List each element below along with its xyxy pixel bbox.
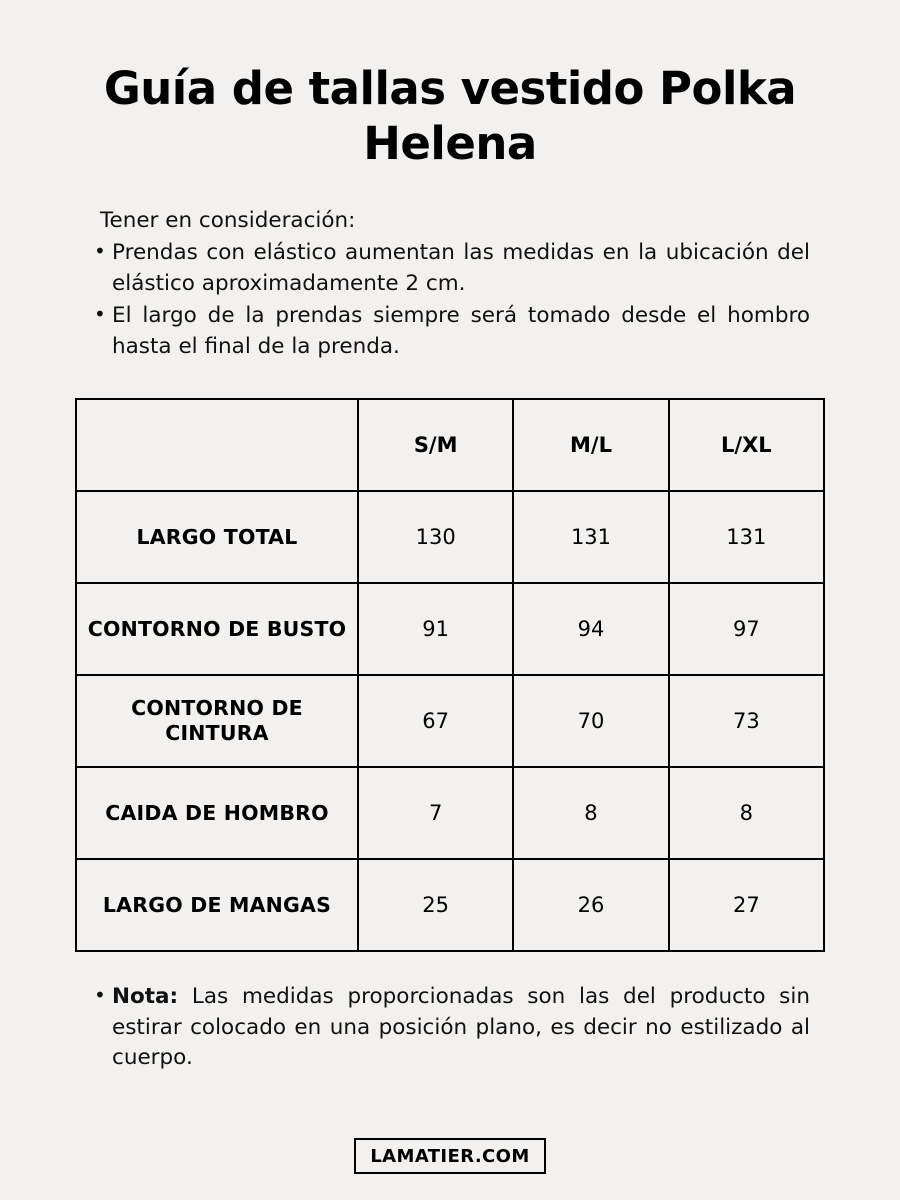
row-value: 130 (358, 491, 513, 583)
footer-note-label: Nota: (112, 984, 179, 1010)
footer-note-section (90, 982, 810, 1074)
table-row (76, 491, 824, 583)
table-corner-cell (76, 399, 358, 491)
row-value: 8 (513, 767, 668, 859)
considerations-list (90, 238, 810, 362)
size-table (75, 398, 825, 952)
column-header-sm: S/M (358, 399, 513, 491)
row-value: 67 (358, 675, 513, 767)
table-header-row (76, 399, 824, 491)
list-item: • El largo de la prendas siempre será tomado desde el hombro hasta el final de la prenda. (90, 301, 810, 362)
row-label: CONTORNO DE BUSTO (76, 583, 358, 675)
list-item: • Prendas con elástico aumentan las medidas en la ubicación del elástico aproximadamente 2 cm. (90, 238, 810, 299)
row-label: LARGO TOTAL (76, 491, 358, 583)
page-title: Guía de tallas vestido Polka Helena (103, 62, 797, 170)
footer-note-list (90, 982, 810, 1074)
list-item (90, 982, 810, 1074)
row-value: 131 (669, 491, 824, 583)
brand-footer (0, 1138, 900, 1174)
row-value: 97 (669, 583, 824, 675)
considerations-section (90, 206, 810, 363)
row-value: 27 (669, 859, 824, 951)
size-table-body (76, 491, 824, 951)
row-value: 91 (358, 583, 513, 675)
row-value: 25 (358, 859, 513, 951)
brand-logo: LAMATIER.COM (354, 1138, 545, 1174)
row-value: 8 (669, 767, 824, 859)
considerations-intro: Tener en consideración: (100, 207, 356, 233)
column-header-lxl: L/XL (669, 399, 824, 491)
table-row (76, 767, 824, 859)
row-value: 70 (513, 675, 668, 767)
row-label: CONTORNO DE CINTURA (76, 675, 358, 767)
table-row (76, 859, 824, 951)
column-header-ml: M/L (513, 399, 668, 491)
table-row (76, 583, 824, 675)
row-value: 94 (513, 583, 668, 675)
size-table-head (76, 399, 824, 491)
row-value: 7 (358, 767, 513, 859)
table-row (76, 675, 824, 767)
footer-note-text: Las medidas proporcionadas son las del producto sin estirar colocado en una posición plano, es decir no estilizado al cuerpo. (112, 984, 810, 1071)
row-label: LARGO DE MANGAS (76, 859, 358, 951)
row-label: CAIDA DE HOMBRO (76, 767, 358, 859)
row-value: 131 (513, 491, 668, 583)
row-value: 73 (669, 675, 824, 767)
row-value: 26 (513, 859, 668, 951)
